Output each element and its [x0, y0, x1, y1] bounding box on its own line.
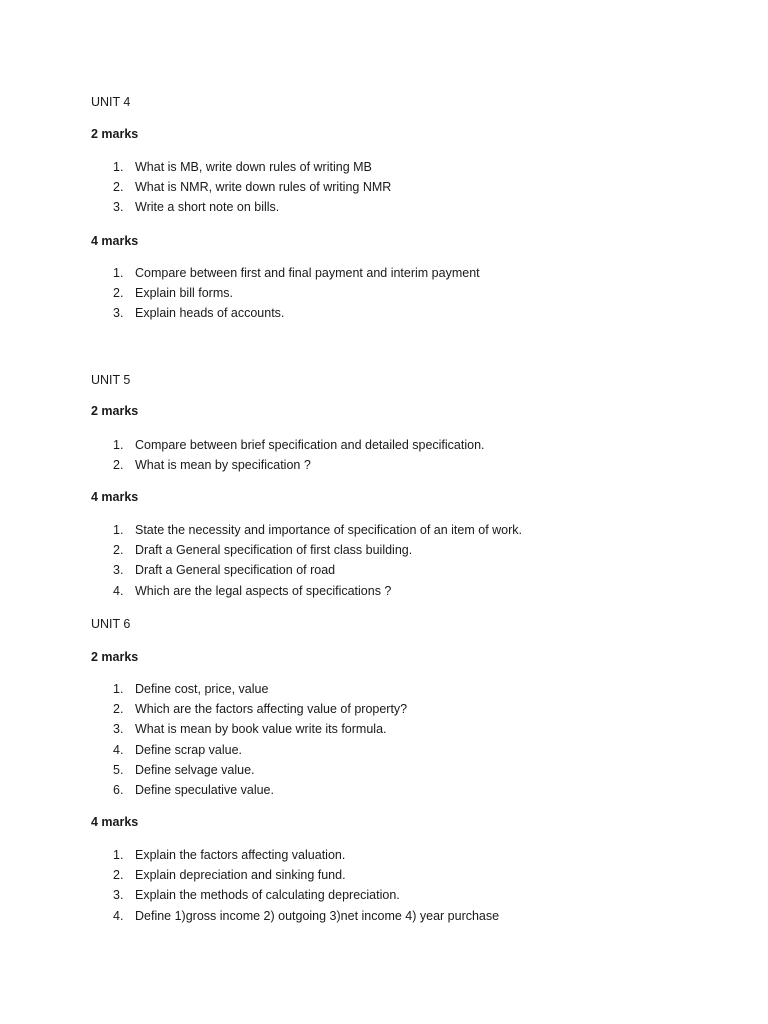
question-number: 5. — [113, 762, 124, 777]
question-text: Explain the methods of calculating depreciation. — [135, 888, 400, 903]
unit-6-heading: UNIT 6 — [91, 617, 131, 631]
question-text: Compare between brief specification and detailed specification. — [135, 438, 485, 452]
question-number: 1. — [113, 160, 124, 174]
question-text: State the necessity and importance of specification of an item of work. — [135, 523, 523, 537]
question-number: 1. — [113, 848, 124, 862]
unit-5-4-marks-heading: 4 marks — [91, 490, 139, 504]
question-number: 2. — [113, 286, 124, 301]
question-number: 3. — [113, 888, 124, 903]
question-text: What is mean by specification ? — [135, 458, 311, 473]
question-text: Define 1)gross income 2) outgoing 3)net income 4) year purchase — [135, 908, 500, 923]
unit-5-2-marks-heading: 2 marks — [91, 404, 139, 418]
question-number: 3. — [113, 722, 124, 737]
question-text: Draft a General specification of road — [135, 563, 336, 578]
unit-4-heading: UNIT 4 — [91, 95, 131, 109]
question-text: Define speculative value. — [135, 782, 274, 797]
question-number: 4. — [113, 908, 124, 923]
unit-4-2-marks-heading: 2 marks — [91, 127, 139, 141]
question-number: 3. — [113, 200, 124, 215]
question-number: 4. — [113, 742, 124, 757]
question-number: 2. — [113, 543, 124, 558]
unit-6-2-marks-heading: 2 marks — [91, 650, 139, 664]
question-number: 2. — [113, 702, 124, 717]
question-text: Compare between first and final payment and interim payment — [135, 266, 480, 280]
unit-6-4-marks-heading: 4 marks — [91, 815, 139, 829]
question-text: Explain depreciation and sinking fund. — [135, 868, 346, 883]
unit-5-heading: UNIT 5 — [91, 373, 131, 387]
question-text: Which are the legal aspects of specifications ? — [135, 583, 392, 598]
question-text: What is mean by book value write its formula. — [135, 722, 387, 737]
question-text: What is MB, write down rules of writing MB — [135, 160, 372, 174]
question-number: 1. — [113, 266, 124, 280]
question-number: 3. — [113, 563, 124, 578]
question-number: 2. — [113, 868, 124, 883]
question-text: Define selvage value. — [135, 762, 255, 777]
question-text: Define cost, price, value — [135, 682, 269, 696]
question-text: Write a short note on bills. — [135, 200, 280, 215]
unit-4-4-marks-heading: 4 marks — [91, 234, 139, 248]
question-number: 4. — [113, 583, 124, 598]
question-text: Explain the factors affecting valuation. — [135, 848, 346, 862]
question-number: 1. — [113, 438, 124, 452]
question-number: 2. — [113, 180, 124, 195]
question-text: Which are the factors affecting value of property? — [135, 702, 408, 717]
question-number: 3. — [113, 306, 124, 321]
question-text: Define scrap value. — [135, 742, 243, 757]
question-text: Explain heads of accounts. — [135, 306, 285, 321]
question-text: Draft a General specification of first class building. — [135, 543, 413, 558]
question-number: 2. — [113, 458, 124, 473]
question-text: Explain bill forms. — [135, 286, 233, 301]
question-number: 1. — [113, 523, 124, 537]
question-text: What is NMR, write down rules of writing NMR — [135, 180, 392, 195]
question-number: 1. — [113, 682, 124, 696]
question-number: 6. — [113, 782, 124, 797]
